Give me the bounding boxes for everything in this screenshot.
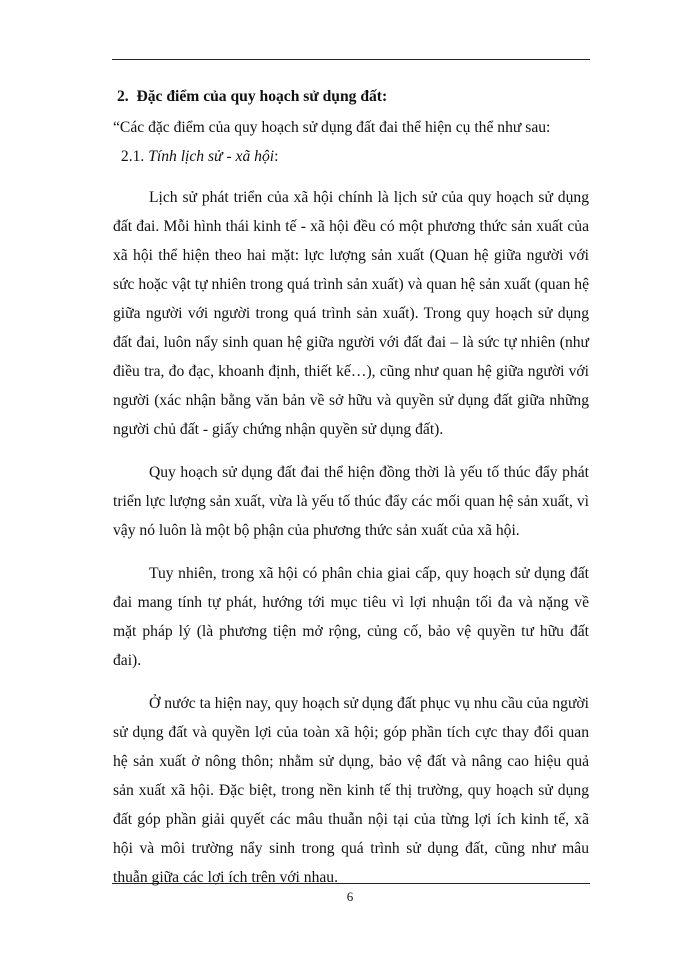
footer-rule: [112, 883, 590, 884]
paragraph-2: Quy hoạch sử dụng đất đai thể hiện đồng thời là yếu tố thúc đẩy phát triển lực lượng sản xuất, vừa là yếu tố thúc đẩy các mối quan hệ sản xuất, vì vậy nó luôn là một bộ phận của phương thức sản xuất của xã hội.: [113, 464, 589, 539]
subsection-number: 2.1.: [120, 148, 145, 165]
header-rule: [112, 59, 590, 60]
page-content: [113, 82, 589, 906]
section-heading: [113, 82, 589, 111]
page-number: 6: [346, 889, 354, 904]
paragraph-4: Ở nước ta hiện nay, quy hoạch sử dụng đất phục vụ nhu cầu của người sử dụng đất và quyền lợi của toàn xã hội; góp phần tích cực thay đổi quan hệ sản xuất ở nông thôn; nhằm sử dụng, bảo vệ đất và nâng cao hiệu quả sản xuất xã hội. Đặc biệt, trong nền kinh tế thị trường, quy hoạch sử dụng đất góp phần giải quyết các mâu thuẫn nội tại của từng lợi ích kinh tế, xã hội và môi trường nẩy sinh trong quá trình sử dụng đất, cũng như mâu thuẫn giữa các lợi ích trên với nhau.: [113, 695, 589, 886]
subsection-heading: [113, 142, 589, 171]
section-title: Đặc điểm của quy hoạch sử dụng đất:: [136, 88, 388, 105]
paragraph-1: Lịch sử phát triển của xã hội chính là lịch sử của quy hoạch sử dụng đất đai. Mỗi hình thái kinh tế - xã hội đều có một phương thức sản xuất của xã hội thể hiện theo hai mặt: lực lượng sản xuất (Quan hệ giữa người với sức hoặc vật tự nhiên trong quá trình sản xuất) và quan hệ sản xuất (quan hệ giữa người với người trong quá trình sản xuất). Trong quy hoạch sử dụng đất đai, luôn nẩy sinh quan hệ giữa người với đất đai – là sức tự nhiên (như điều tra, đo đạc, khoanh định, thiết kế…), cũng như quan hệ giữa người với người (xác nhận bằng văn bản về sở hữu và quyền sử dụng đất giữa những người chủ đất - giấy chứng nhận quyền sử dụng đất).: [113, 189, 589, 438]
subsection-title: Tính lịch sử - xã hội: [148, 148, 275, 165]
subsection-suffix: :: [274, 148, 279, 165]
intro-text: “Các đặc điểm của quy hoạch sử dụng đất đai thể hiện cụ thể như sau:: [113, 119, 551, 136]
section-number: 2.: [117, 88, 129, 105]
paragraph-3: Tuy nhiên, trong xã hội có phân chia giai cấp, quy hoạch sử dụng đất đai mang tính tự phát, hướng tới mục tiêu vì lợi nhuận tối đa và nặng về mặt pháp lý (là phương tiện mở rộng, củng cố, bảo vệ quyền tư hữu đất đai).: [113, 565, 589, 669]
